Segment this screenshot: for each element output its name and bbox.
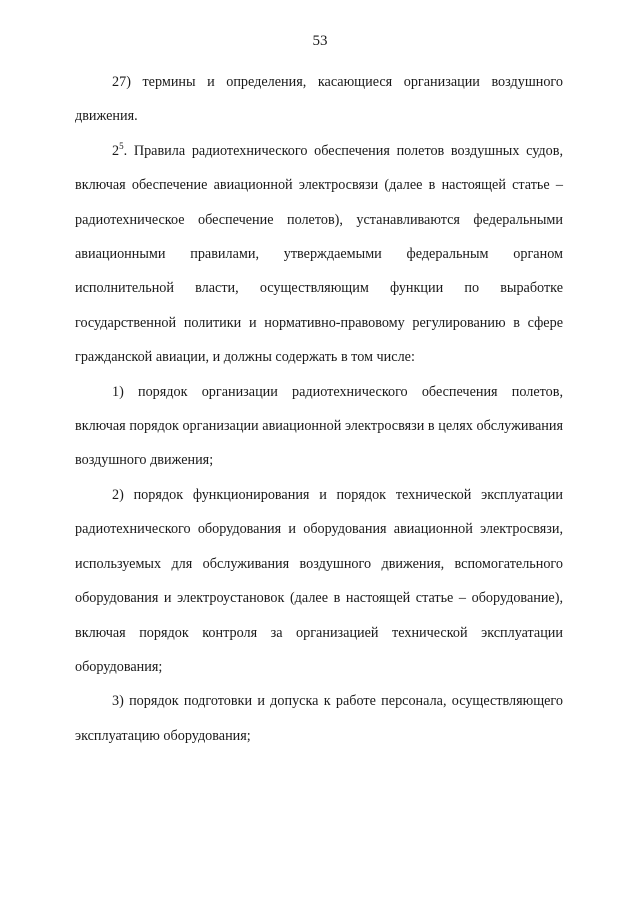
article-number: 2 (112, 142, 120, 159)
paragraph-article-2-5 (75, 134, 563, 375)
page-number: 53 (312, 33, 328, 49)
paragraph-item-27: 27) термины и определения, касающиеся организации воздушного движения. (75, 74, 563, 125)
document-body (75, 65, 563, 753)
article-text: . Правила радиотехнического обеспечения полетов воздушных судов, включая обеспечение авиационной электросвязи (далее в настоящей статье – радиотехническое обеспечение полетов), устанавливаются федеральными авиационными правилами, утверждаемыми федеральным органом исполнительной власти, осуществляющим функции по выработке государственной политики и нормативно-правовому регулированию в сфере гражданской авиации, и должны содержать в том числе: (75, 142, 563, 366)
article-superscript: 5 (119, 140, 124, 151)
paragraph-item-3: 3) порядок подготовки и допуска к работе персонала, осуществляющего эксплуатацию оборудования; (75, 693, 563, 744)
paragraph-item-2: 2) порядок функционирования и порядок технической эксплуатации радиотехнического оборудования и оборудования авиационной электросвязи, используемых для обслуживания воздушного движения, вспомогательного оборудования и электроустановок (далее в настоящей статье – оборудование), включая порядок контроля за организацией технической эксплуатации оборудования; (75, 486, 563, 675)
paragraph-item-1: 1) порядок организации радиотехнического обеспечения полетов, включая порядок организации авиационной электросвязи в целях обслуживания воздушного движения; (75, 383, 563, 469)
